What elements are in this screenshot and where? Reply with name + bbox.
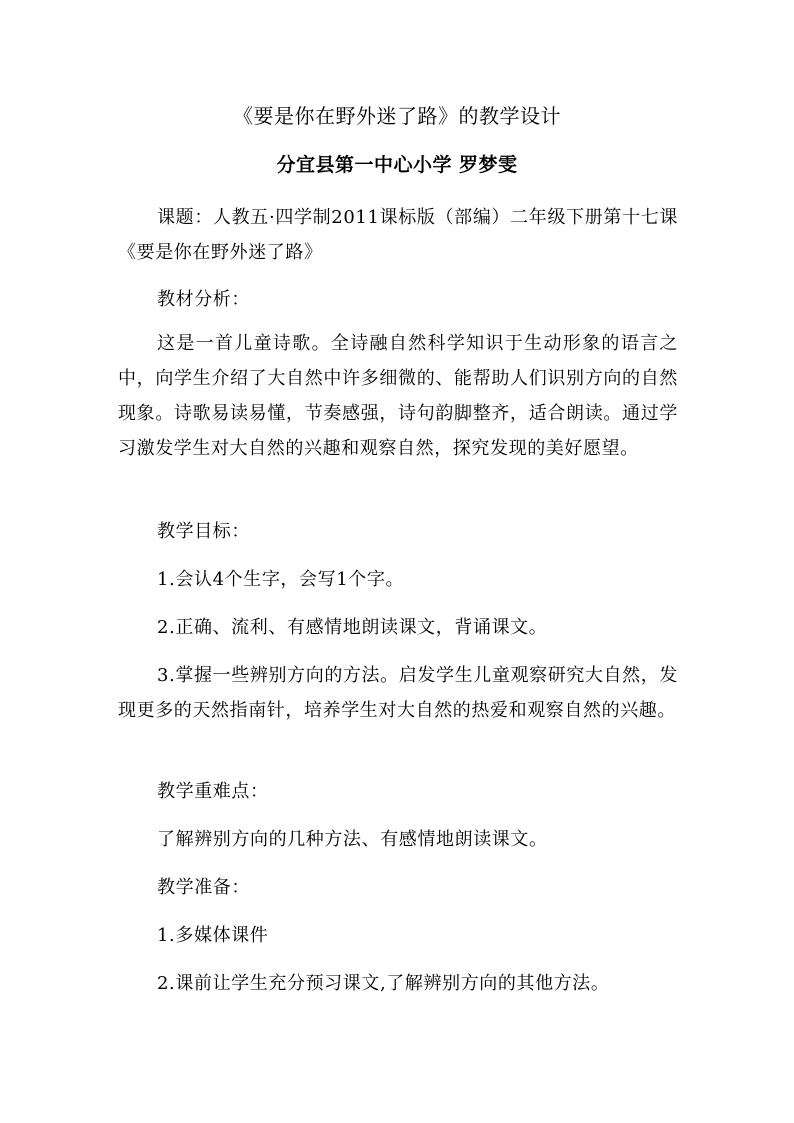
goal-item-2: 2.正确、流利、有感情地朗读课文，背诵课文。 <box>157 617 548 638</box>
prep-item-2: 2.课前让学生充分预习课文,了解辨别方向的其他方法。 <box>157 973 610 994</box>
prep-item-1: 1.多媒体课件 <box>157 925 269 946</box>
analysis-paragraph: 这是一首儿童诗歌。全诗融自然科学知识于生动形象的语言之中，向学生介绍了大自然中许多细微的、能帮助人们识别方向的自然现象。诗歌易读易懂，节奏感强，诗句韵脚整齐，适合朗读。通过学习激发学生对大自然的兴趣和观察自然，探究发现的美好愿望。 <box>118 333 678 459</box>
document-title: 《要是你在野外迷了路》的教学设计 <box>233 104 561 128</box>
goal-item-3: 3.掌握一些辨别方向的方法。启发学生儿童观察研究大自然，发现更多的天然指南针，培养学生对大自然的热爱和观察自然的兴趣。 <box>118 665 678 721</box>
prep-heading: 教学准备： <box>157 877 250 898</box>
document-author: 分宜县第一中心小学 罗梦雯 <box>276 154 518 176</box>
key-points-paragraph: 了解辨别方向的几种方法、有感情地朗读课文。 <box>157 829 548 850</box>
goals-heading: 教学目标： <box>157 521 250 542</box>
goal-item-1: 1.会认4个生字，会写1个字。 <box>157 569 405 590</box>
lesson-paragraph: 课题：人教五·四学制2011课标版（部编）二年级下册第十七课《要是你在野外迷了路》 <box>118 207 678 263</box>
key-points-heading: 教学重难点： <box>157 781 269 802</box>
analysis-heading: 教材分析： <box>157 289 250 310</box>
